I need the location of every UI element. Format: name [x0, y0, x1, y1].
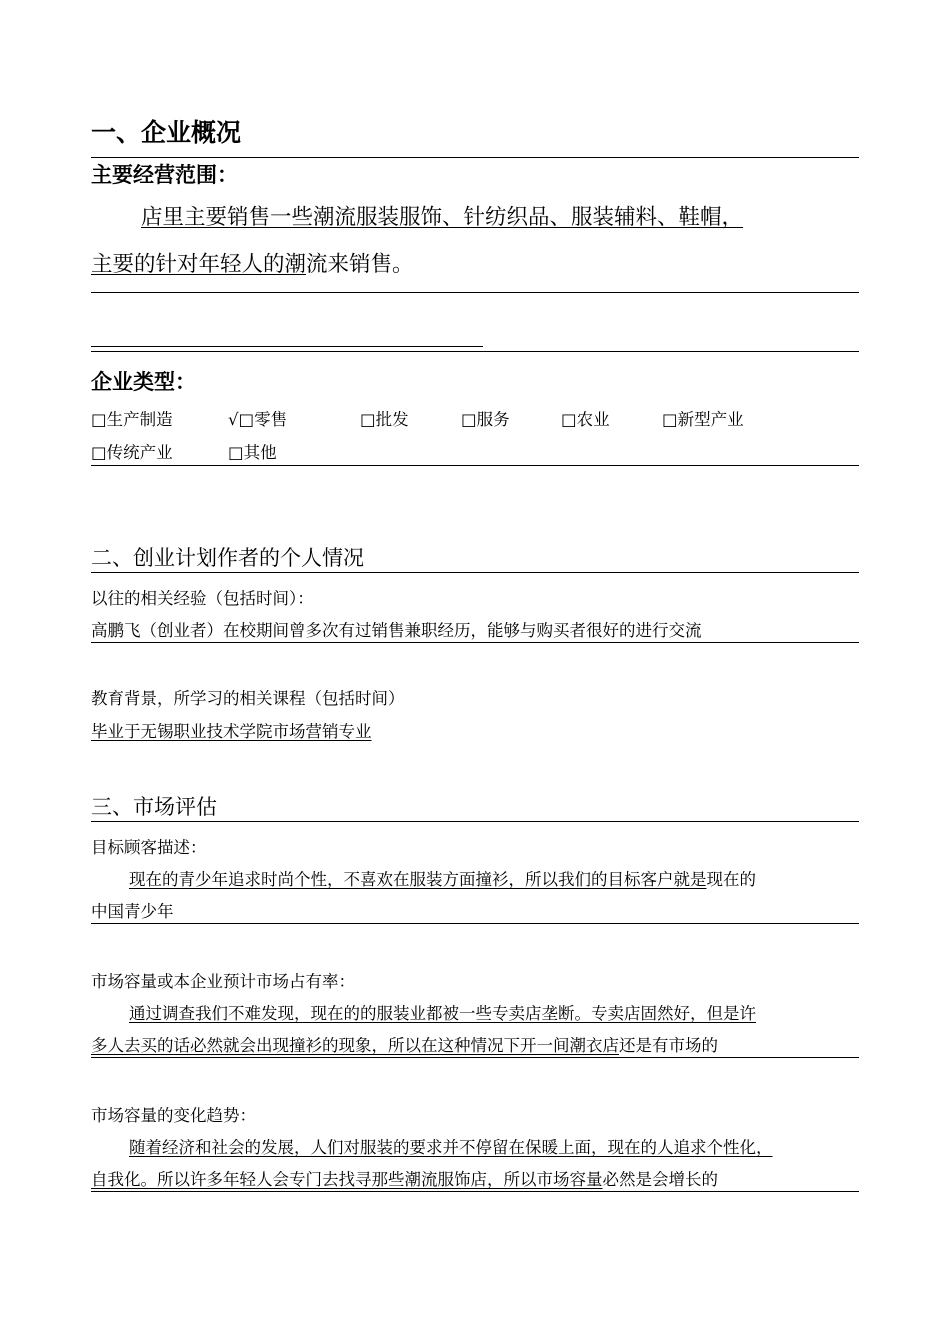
- type-option-agriculture[interactable]: □农业: [561, 410, 610, 429]
- education-line: [91, 720, 372, 744]
- divider: [91, 642, 859, 643]
- type-option-wholesale[interactable]: □批发: [360, 410, 409, 429]
- education-text: 毕业于无锡职业技术学院市场营销专业: [91, 722, 372, 741]
- business-scope-line-2-underlined: 主要的针对年轻人的潮: [91, 252, 307, 277]
- divider-short: [91, 346, 483, 347]
- divider: [91, 923, 859, 924]
- divider: [91, 1057, 859, 1058]
- business-scope-line-2: [91, 250, 414, 280]
- experience-label: 以往的相关经验（包括时间）：: [91, 589, 314, 608]
- market-trend-line-1-text: 随着经济和社会的发展，人们对服装的要求并不停留在保暖上面，现在的人追求个性化，: [129, 1138, 773, 1157]
- market-trend-label: 市场容量的变化趋势：: [91, 1106, 256, 1125]
- market-capacity-line-1-text: 通过调查我们不难发现，现在的的服装业都被一些专卖店垄断。专卖店固然好，但是许: [129, 1004, 756, 1023]
- business-scope-line-1-text: 店里主要销售一些潮流服装服饰、针纺织品、服装辅料、鞋帽，: [141, 205, 744, 230]
- divider: [91, 1191, 859, 1192]
- section-3-title: 三、市场评估: [91, 795, 217, 819]
- market-trend-line-2-underlined: 自我化。所以许多年轻人会专门去找寻那些潮流服饰店，所以市场容量: [91, 1170, 603, 1189]
- business-type-label: 企业类型：: [91, 370, 196, 394]
- divider: [91, 465, 859, 466]
- type-option-traditional-industry[interactable]: □传统产业: [91, 443, 173, 462]
- market-capacity-line-2: [91, 1034, 718, 1058]
- type-option-retail[interactable]: √□零售: [228, 410, 288, 429]
- business-scope-label: 主要经营范围：: [91, 163, 238, 187]
- market-trend-line-2-rest: 必然是会增长的: [602, 1170, 718, 1189]
- target-customer-line-1-underlined: 现在的青少年追求时尚个性，不喜欢在服装方面撞衫，所以我们的目标客户就是: [129, 870, 707, 889]
- divider: [91, 351, 859, 352]
- type-option-service[interactable]: □服务: [461, 410, 510, 429]
- target-customer-line-1-rest: 现在的: [706, 870, 756, 889]
- section-1-title: 一、企业概况: [91, 118, 242, 147]
- market-capacity-label: 市场容量或本企业预计市场占有率：: [91, 972, 355, 991]
- section-2-title: 二、创业计划作者的个人情况: [91, 546, 364, 570]
- divider: [91, 157, 859, 158]
- divider: [91, 292, 859, 293]
- experience-text: 高鹏飞（创业者）在校期间曾多次有过销售兼职经历，能够与购买者很好的进行交流: [91, 621, 702, 640]
- market-trend-line-1: [129, 1136, 773, 1160]
- target-customer-label: 目标顾客描述：: [91, 838, 207, 857]
- target-customer-line-1: [129, 868, 756, 892]
- target-customer-line-2: 中国青少年: [91, 902, 174, 921]
- type-option-new-industry[interactable]: □新型产业: [662, 410, 744, 429]
- market-capacity-line-1: [129, 1002, 756, 1026]
- divider: [91, 572, 859, 573]
- business-scope-line-1: [141, 203, 743, 233]
- education-label: 教育背景，所学习的相关课程（包括时间）: [91, 689, 405, 708]
- market-capacity-line-2-rest: 还是有市场的: [619, 1036, 718, 1055]
- market-trend-line-2: [91, 1168, 718, 1192]
- business-scope-line-2-rest: 流来销售。: [306, 252, 414, 277]
- market-capacity-line-2-underlined: 多人去买的话必然就会出现撞衫的现象，所以在这种情况下开一间潮衣店: [91, 1036, 619, 1055]
- divider: [91, 821, 859, 822]
- type-option-manufacturing[interactable]: □生产制造: [91, 410, 173, 429]
- type-option-other[interactable]: □其他: [228, 443, 277, 462]
